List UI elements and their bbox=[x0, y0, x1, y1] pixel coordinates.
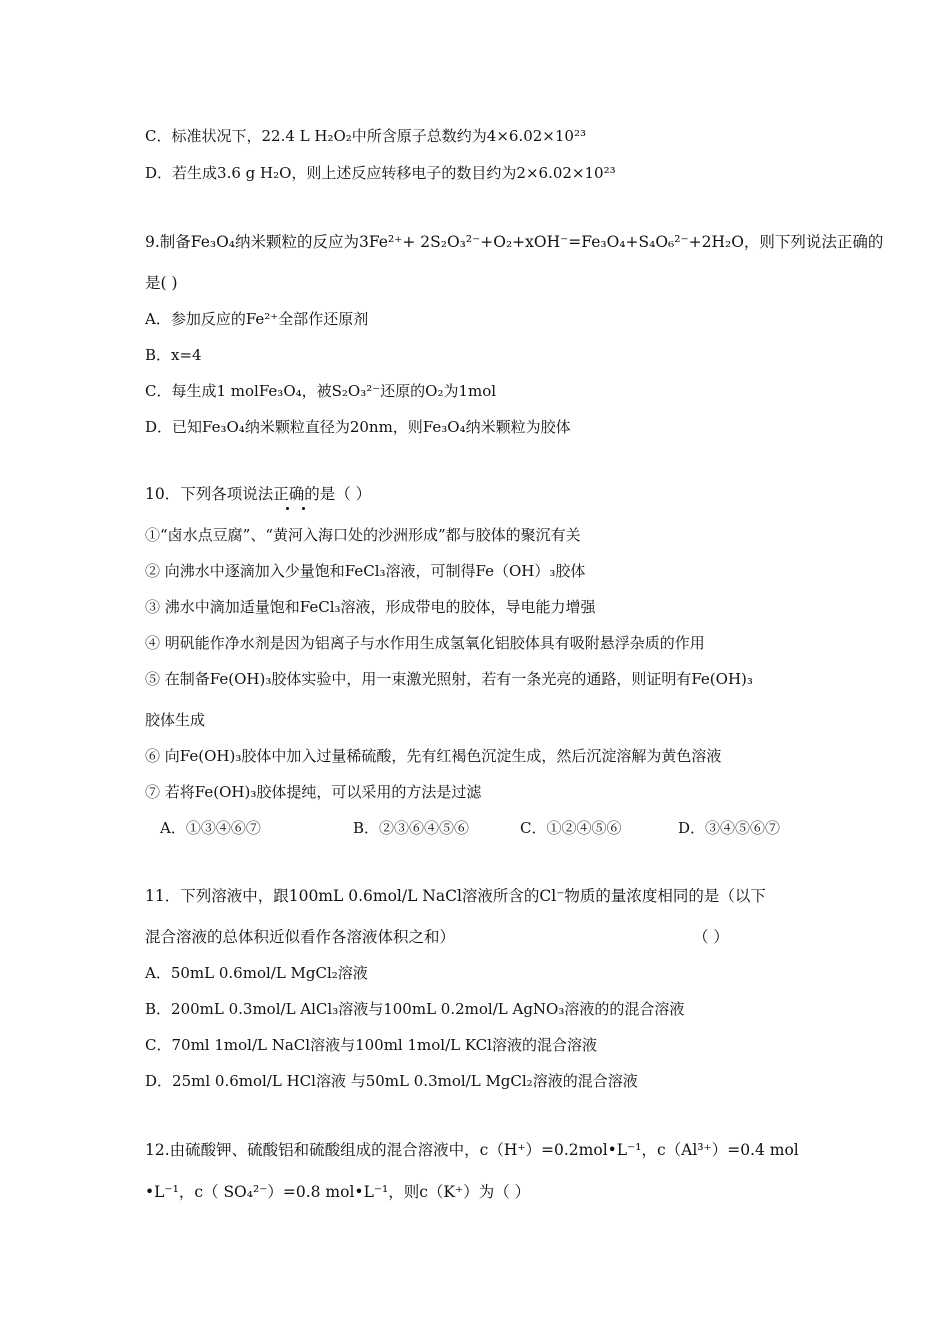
q11-option-c: C．70ml 1mol/L NaCl溶液与100ml 1mol/L KCl溶液的混合溶液 bbox=[145, 1036, 597, 1054]
q10-option-c: C．①②④⑤⑥ bbox=[520, 819, 622, 837]
q8-option-c: C．标准状况下，22.4 L H₂O₂中所含原子总数约为4×6.02×10²³ bbox=[145, 127, 586, 145]
q9-stem-cont: 是( ) bbox=[145, 274, 178, 292]
q9-option-d: D．已知Fe₃O₄纳米颗粒直径为20nm，则Fe₃O₄纳米颗粒为胶体 bbox=[145, 418, 571, 436]
q10-item-1: ①“卤水点豆腐”、“黄河入海口处的沙洲形成”都与胶体的聚沉有关 bbox=[145, 526, 581, 544]
q10-item-6: ⑥ 向Fe(OH)₃胶体中加入过量稀硫酸，先有红褐色沉淀生成，然后沉淀溶解为黄色溶液 bbox=[145, 747, 722, 765]
q11-stem-cont: 混合溶液的总体积近似看作各溶液体积之和） bbox=[145, 928, 456, 946]
q11-option-a: A．50mL 0.6mol/L MgCl₂溶液 bbox=[145, 964, 368, 982]
q10-option-d: D．③④⑤⑥⑦ bbox=[678, 819, 781, 837]
q10-item-7: ⑦ 若将Fe(OH)₃胶体提纯，可以采用的方法是过滤 bbox=[145, 783, 482, 801]
q10-item-3: ③ 沸水中滴加适量饱和FeCl₃溶液，形成带电的胶体，导电能力增强 bbox=[145, 598, 596, 616]
q11-answer-paren: （ ） bbox=[693, 928, 729, 946]
q10-item-5-cont: 胶体生成 bbox=[145, 711, 206, 729]
q9-option-a: A．参加反应的Fe²⁺全部作还原剂 bbox=[145, 310, 369, 328]
emphasis-dot bbox=[286, 507, 289, 510]
q9-option-b: B．x=4 bbox=[145, 346, 202, 364]
q11-option-d: D．25ml 0.6mol/L HCl溶液 与50mL 0.3mol/L MgCl₂溶液的混合溶液 bbox=[145, 1072, 638, 1090]
q9-stem: 9.制备Fe₃O₄纳米颗粒的反应为3Fe²⁺+ 2S₂O₃²⁻+O₂+xOH⁻=Fe₃O₄+S₄O₆²⁻+2H₂O，则下列说法正确的 bbox=[145, 233, 884, 251]
q10-option-a: A．①③④⑥⑦ bbox=[160, 819, 261, 837]
q12-stem: 12.由硫酸钾、硫酸铝和硫酸组成的混合溶液中，c（H⁺）=0.2mol•L⁻¹，c（Al³⁺）=0.4 mol bbox=[145, 1141, 799, 1159]
q9-option-c: C．每生成1 molFe₃O₄，被S₂O₃²⁻还原的O₂为1mol bbox=[145, 382, 497, 400]
q10-item-4: ④ 明矾能作净水剂是因为铝离子与水作用生成氢氧化铝胶体具有吸附悬浮杂质的作用 bbox=[145, 634, 705, 652]
q10-item-5: ⑤ 在制备Fe(OH)₃胶体实验中，用一束激光照射，若有一条光亮的通路，则证明有Fe(OH)₃ bbox=[145, 670, 753, 688]
q10-stem: 10．下列各项说法正确的是（ ） bbox=[145, 485, 372, 503]
q10-item-2: ② 向沸水中逐滴加入少量饱和FeCl₃溶液，可制得Fe（OH）₃胶体 bbox=[145, 562, 586, 580]
q11-option-b: B．200mL 0.3mol/L AlCl₃溶液与100mL 0.2mol/L AgNO₃溶液的的混合溶液 bbox=[145, 1000, 685, 1018]
q10-option-b: B．②③⑥④⑤⑥ bbox=[353, 819, 470, 837]
emphasis-dot bbox=[302, 507, 305, 510]
q11-stem: 11．下列溶液中，跟100mL 0.6mol/L NaCl溶液所含的Cl⁻物质的量浓度相同的是（以下 bbox=[145, 887, 766, 905]
q8-option-d: D．若生成3.6 g H₂O，则上述反应转移电子的数目约为2×6.02×10²³ bbox=[145, 164, 616, 182]
q12-stem-cont: •L⁻¹，c（ SO₄²⁻）=0.8 mol•L⁻¹，则c（K⁺）为（ ） bbox=[145, 1183, 531, 1201]
